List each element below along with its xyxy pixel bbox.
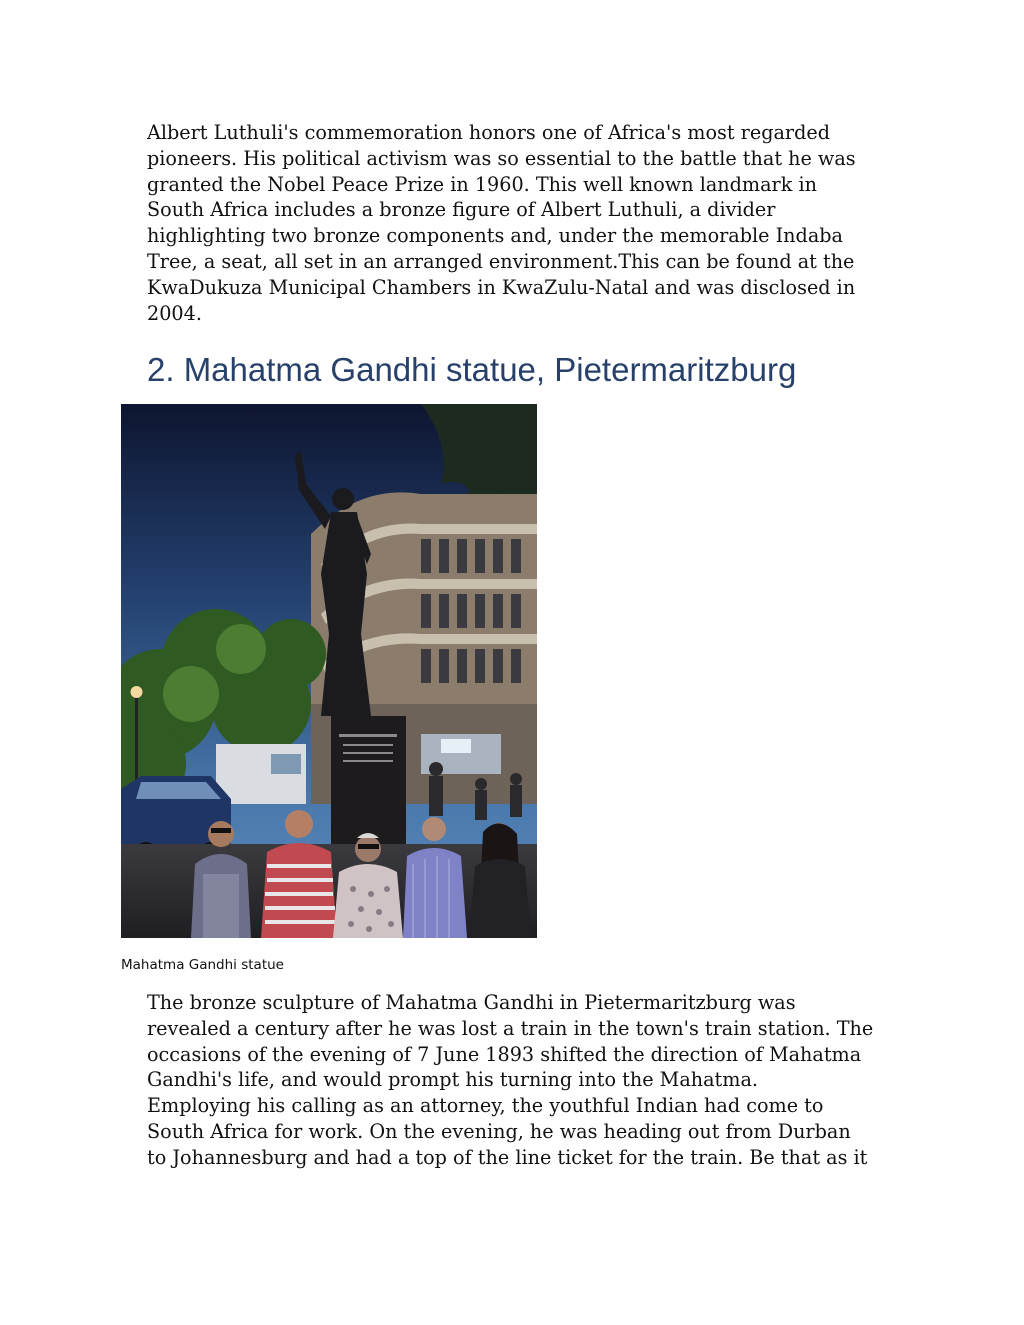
text-line: Albert Luthuli's commemoration honors one of Africa's most regarded — [147, 121, 831, 144]
text-line: South Africa for work. On the evening, he was heading out from Durban — [147, 1119, 851, 1143]
text-line: pioneers. His political activism was so essential to the battle that he was — [147, 146, 856, 170]
text-line: Tree, a seat, all set in an arranged environment.This can be found at the — [147, 249, 855, 273]
text-line: 2004. — [147, 301, 202, 325]
text-line: KwaDukuza Municipal Chambers in KwaZulu-Natal and was disclosed in — [147, 275, 856, 299]
text-line: South Africa includes a bronze figure of Albert Luthuli, a divider — [147, 198, 776, 222]
text-line: Gandhi's life, and would prompt his turning into the Mahatma. — [147, 1068, 758, 1092]
text-line: The bronze sculpture of Mahatma Gandhi in Pietermaritzburg was — [147, 991, 796, 1014]
text-line: to Johannesburg and had a top of the line ticket for the train. Be that as it — [147, 1145, 868, 1169]
intro-paragraph — [147, 120, 887, 326]
figure-caption: Mahatma Gandhi statue — [121, 957, 284, 973]
body-paragraph — [147, 990, 887, 1171]
section-heading: 2. Mahatma Gandhi statue, Pietermaritzburg — [147, 351, 797, 388]
text-line: highlighting two bronze components and, under the memorable Indaba — [147, 224, 843, 248]
gandhi-statue-photo — [121, 404, 537, 938]
text-line: occasions of the evening of 7 June 1893 shifted the direction of Mahatma — [147, 1042, 862, 1066]
text-line: Employing his calling as an attorney, the youthful Indian had come to — [147, 1094, 824, 1118]
text-line: granted the Nobel Peace Prize in 1960. This well known landmark in — [147, 172, 817, 196]
text-line: revealed a century after he was lost a train in the town's train station. The — [147, 1016, 874, 1040]
